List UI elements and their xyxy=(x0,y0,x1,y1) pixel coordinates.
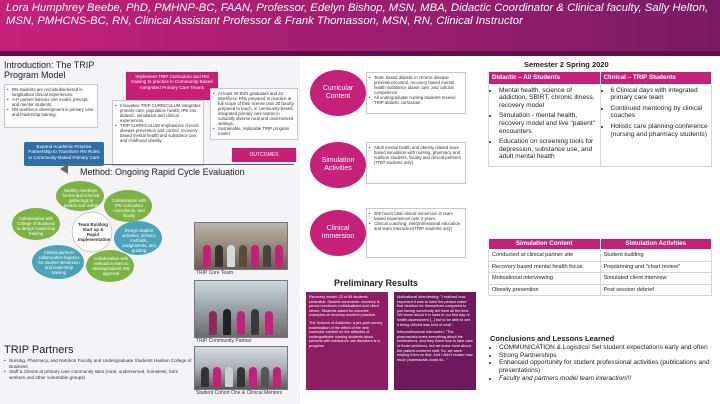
person-figure xyxy=(249,367,257,387)
person-figure xyxy=(265,311,273,335)
cohort-photo xyxy=(194,346,288,390)
core-team-caption: TRIP Core Team xyxy=(196,270,234,276)
clinical-item: • Holistic care planning conference (nursing and pharmacy students) xyxy=(611,123,709,138)
didactic-item: • Education on screening tools for depression, substance use, and adult mental health xyxy=(499,138,597,161)
person-figure xyxy=(225,367,233,387)
clinical-bullets xyxy=(369,211,463,231)
curricular-bullet: • Team based didactic in chronic disease prevention/control, recovery based mental health substance abuse care, and cultural competence xyxy=(369,75,463,95)
clinical-cell xyxy=(600,84,712,166)
person-figure xyxy=(263,245,271,267)
table-row xyxy=(489,284,712,295)
intro-box-left xyxy=(4,84,98,128)
person-figure xyxy=(201,367,209,387)
conclusions-box xyxy=(490,344,714,383)
person-figure xyxy=(227,245,235,267)
person-figure xyxy=(273,367,281,387)
person-figure xyxy=(237,367,245,387)
intro-right-bullet: • At least 40 BSN graduates and 24 Workforce RNs prepared to practice at full scope of their license plus 20 faculty, prepared to teach, in community-based integrated primary care teams in culturally diverse rural and underserved settings. xyxy=(213,91,295,126)
intro-mid-bullet: • TRIP CURRICULUM emphasizes chronic disease prevention and control, recovery-based mental health and substance use, and childhood obesity. xyxy=(115,123,201,143)
petal-label: Design student activities, delivery methods, assignments, and grading xyxy=(122,228,156,253)
conclusion-item: • Strong Partnerships xyxy=(499,352,714,360)
clinical-immersion-box xyxy=(366,208,466,258)
person-figure xyxy=(275,245,283,267)
motivational-text: Motivational interviewing: "I realized how important it was to have the person make that decision for themselves compared to just having somebody tell them all the time. We learnt about it in class in our first day of health assessment [...] but to be able to see it being utilized was kind of neat." xyxy=(397,295,471,327)
didactic-cell xyxy=(489,84,601,166)
community-partner-caption: TRIP Community Partner xyxy=(196,338,252,344)
core-team-photo xyxy=(194,222,288,270)
curricular-content-box xyxy=(366,72,466,114)
recovery-model-text: Recovery model: 23 of 65 students unfamiliar. Student comments: recovery is person centered, individualized and client driven. Students asked for concrete examples of recovery model in practice. xyxy=(309,295,380,318)
preliminary-right-box xyxy=(394,292,476,390)
person-figure xyxy=(213,367,221,387)
petal-label: Collaboration with evaluation team to develop/submit IRB approval xyxy=(92,256,130,276)
person-figure xyxy=(237,311,245,335)
simulation-table xyxy=(488,238,712,296)
simulation-bullet: • Adult mental health and obesity related team based simulation with nursing, pharmacy and nutrition students, faculty and clinical partners (TRIP students only) xyxy=(369,145,463,165)
petal-label: Collaboration with IPE curriculum consultants, and faculty xyxy=(111,198,147,218)
intro-mid-bullet: • Innovative TRIP CURRICULUM integrates primary care, population health, IPE into didactic, simulation and clinical experiences. xyxy=(115,103,201,123)
clinical-item: • 6 Clinical days with integrated primary care team xyxy=(611,87,709,102)
didactic-item: • Simulation - mental health, recovery model and live "patient" encounters xyxy=(499,112,597,135)
person-figure xyxy=(203,245,211,267)
intro-right-bullet: • Sustainable, replicable TRIP program model xyxy=(213,126,295,136)
poster-header xyxy=(0,0,720,56)
outcomes-box: OUTCOMES xyxy=(232,148,296,162)
partner-bullet: • Staff & Clients at primary care community sites (rural, underserved, homeless, farm workers and other vulnerable groups) xyxy=(4,369,194,380)
community-partner-photo xyxy=(194,280,288,338)
clinical-item: • Continued mentoring by clinical coaches xyxy=(611,105,709,120)
sim-cell: Simulated client interview xyxy=(600,273,712,284)
sim-cell: Motivational interviewing xyxy=(489,273,601,284)
simulation-activities-oval: Simulation Activities xyxy=(310,142,366,188)
arrow-left-icon xyxy=(60,164,68,174)
conclusion-item: • Faculty and partners model team interaction!!! xyxy=(499,375,714,383)
semester-col-header: Didactic – All Students xyxy=(489,72,601,85)
person-figure xyxy=(261,367,269,387)
method-title: Method: Ongoing Rapid Cycle Evaluation xyxy=(80,167,245,177)
conclusion-item: • Enhanced opportunity for student professional activities (publications and presentations) xyxy=(499,359,714,374)
person-figure xyxy=(215,245,223,267)
author-title: Lora Humphrey Beebe, PhD, PMHNP-BC, FAAN, Professor, Edelyn Bishop, MSN, MBA, Didactic Coordinator & Clinical faculty, Sally Helton, MSN, PMHCNS-BC, RN, Clinical Assistant Professor & Frank Thomasson, MSN, RN, Clinical Instructor xyxy=(6,2,709,27)
sim-col-header: Simulation Activities xyxy=(600,239,712,250)
person-figure xyxy=(251,309,259,335)
intro-bullet: • RN students are recruited/selected in longitudinal clinical experiences. xyxy=(7,87,95,97)
didactic-item: • Mental health, science of addiction, SBIRT, chronic illness, recovery model xyxy=(499,87,597,110)
curricular-content-oval: Curricular Content xyxy=(310,70,366,116)
simulation-activities-box xyxy=(366,142,466,184)
table-row xyxy=(489,250,712,261)
intro-bullet: • A-P partner liaisons role model, precept, and mentor students. xyxy=(7,97,95,107)
person-figure xyxy=(239,245,247,267)
partners-title: TRIP Partners xyxy=(4,344,74,356)
sim-cell: Obesity prevention xyxy=(489,284,601,295)
sim-cell: Recovery based mental health focus xyxy=(489,261,601,272)
preliminary-left-box xyxy=(306,292,388,390)
preliminary-title: Preliminary Results xyxy=(334,278,419,288)
person-figure xyxy=(251,245,259,267)
petal-label: Collaboration with College of Business to design leadership training xyxy=(16,216,56,236)
sim-cell: Student building xyxy=(600,250,712,261)
intro-box-right xyxy=(210,88,298,140)
person-figure xyxy=(209,311,217,335)
interprofessional-text: Interprofessional interaction: "The pharmacists knew everything about the medications, and they knew how to take care of those problems, but we knew more about the patient-centered stuff. So, we were helping them on that. And I didn't realize how much pharmacists could do..." xyxy=(397,330,473,362)
sim-col-header: Simulation Content xyxy=(489,239,601,250)
sim-cell: Post session debrief xyxy=(600,284,712,295)
intro-mid-bullets xyxy=(115,103,201,143)
partner-bullet: • Nursing, Pharmacy, and Nutrition Faculty and Undergraduate Students Haslam College of Business xyxy=(4,358,194,369)
science-addiction-text: The Science of Addiction: a pre-post survey examination of the effect of the new curricular content on the attitudes of undergraduate nursing students about persons with substance use disorders is in progress xyxy=(309,320,383,348)
partners-bullets xyxy=(4,358,194,380)
method-line xyxy=(62,164,294,165)
petal-label: Healthy meetings, formal and informal gatherings in person and online xyxy=(62,188,100,208)
semester-title: Semester 2 Spring 2020 xyxy=(524,60,609,69)
sim-cell: Conducted at clinical partner site xyxy=(489,250,601,261)
intro-bullets xyxy=(7,87,95,117)
sim-cell: Preplanning and "chart review" xyxy=(600,261,712,272)
intro-title: Introduction: The TRIP Program Model xyxy=(4,60,95,80)
table-row xyxy=(489,273,712,284)
intro-box-mid xyxy=(112,100,204,166)
clinical-bullet: • Clinical coaching, interprofessional education and team interaction(TRIP students only) xyxy=(369,221,463,231)
semester-table xyxy=(488,71,712,167)
flower-center-text: Team Building Start up & Rapid Implementation xyxy=(78,222,111,242)
expand-box: Expand Academic-Practice Partnership to Transform RN Roles in Community-Based Primary Care xyxy=(24,142,104,166)
person-figure xyxy=(223,309,231,335)
intro-right-bullets xyxy=(213,91,295,136)
conclusions-title: Conclusions and Lessons Learned xyxy=(490,334,615,343)
intro-bullet: • RN workforce development in primary care and leadership training. xyxy=(7,107,95,117)
conclusions-list xyxy=(490,344,714,383)
curricular-bullets xyxy=(369,75,463,105)
clinical-immersion-oval: Clinical Immersion xyxy=(310,210,366,256)
simulation-bullets xyxy=(369,145,463,165)
clinical-bullet: • 300 hours total clinical immersion in team based experiences over 2 years. xyxy=(369,211,463,221)
semester-col-header: Clinical – TRIP Students xyxy=(600,72,712,85)
curricular-bullet: • All undergraduate nursing students receive TRIP didactic curriculum xyxy=(369,95,463,105)
cohort-caption: Student Cohort One & Clinical Mentors xyxy=(196,390,283,396)
implement-box: Implement TRIP Curriculum and RN training to practice in Community-Based Integrated Primary Care Teams xyxy=(126,72,218,100)
petal-label: Clinical partners collaboration logistics for student immersion and leadership training xyxy=(38,250,80,275)
table-row xyxy=(489,261,712,272)
conclusion-item: • COMMUNICATION & Logistics! Set student expectations early and often xyxy=(499,344,714,352)
